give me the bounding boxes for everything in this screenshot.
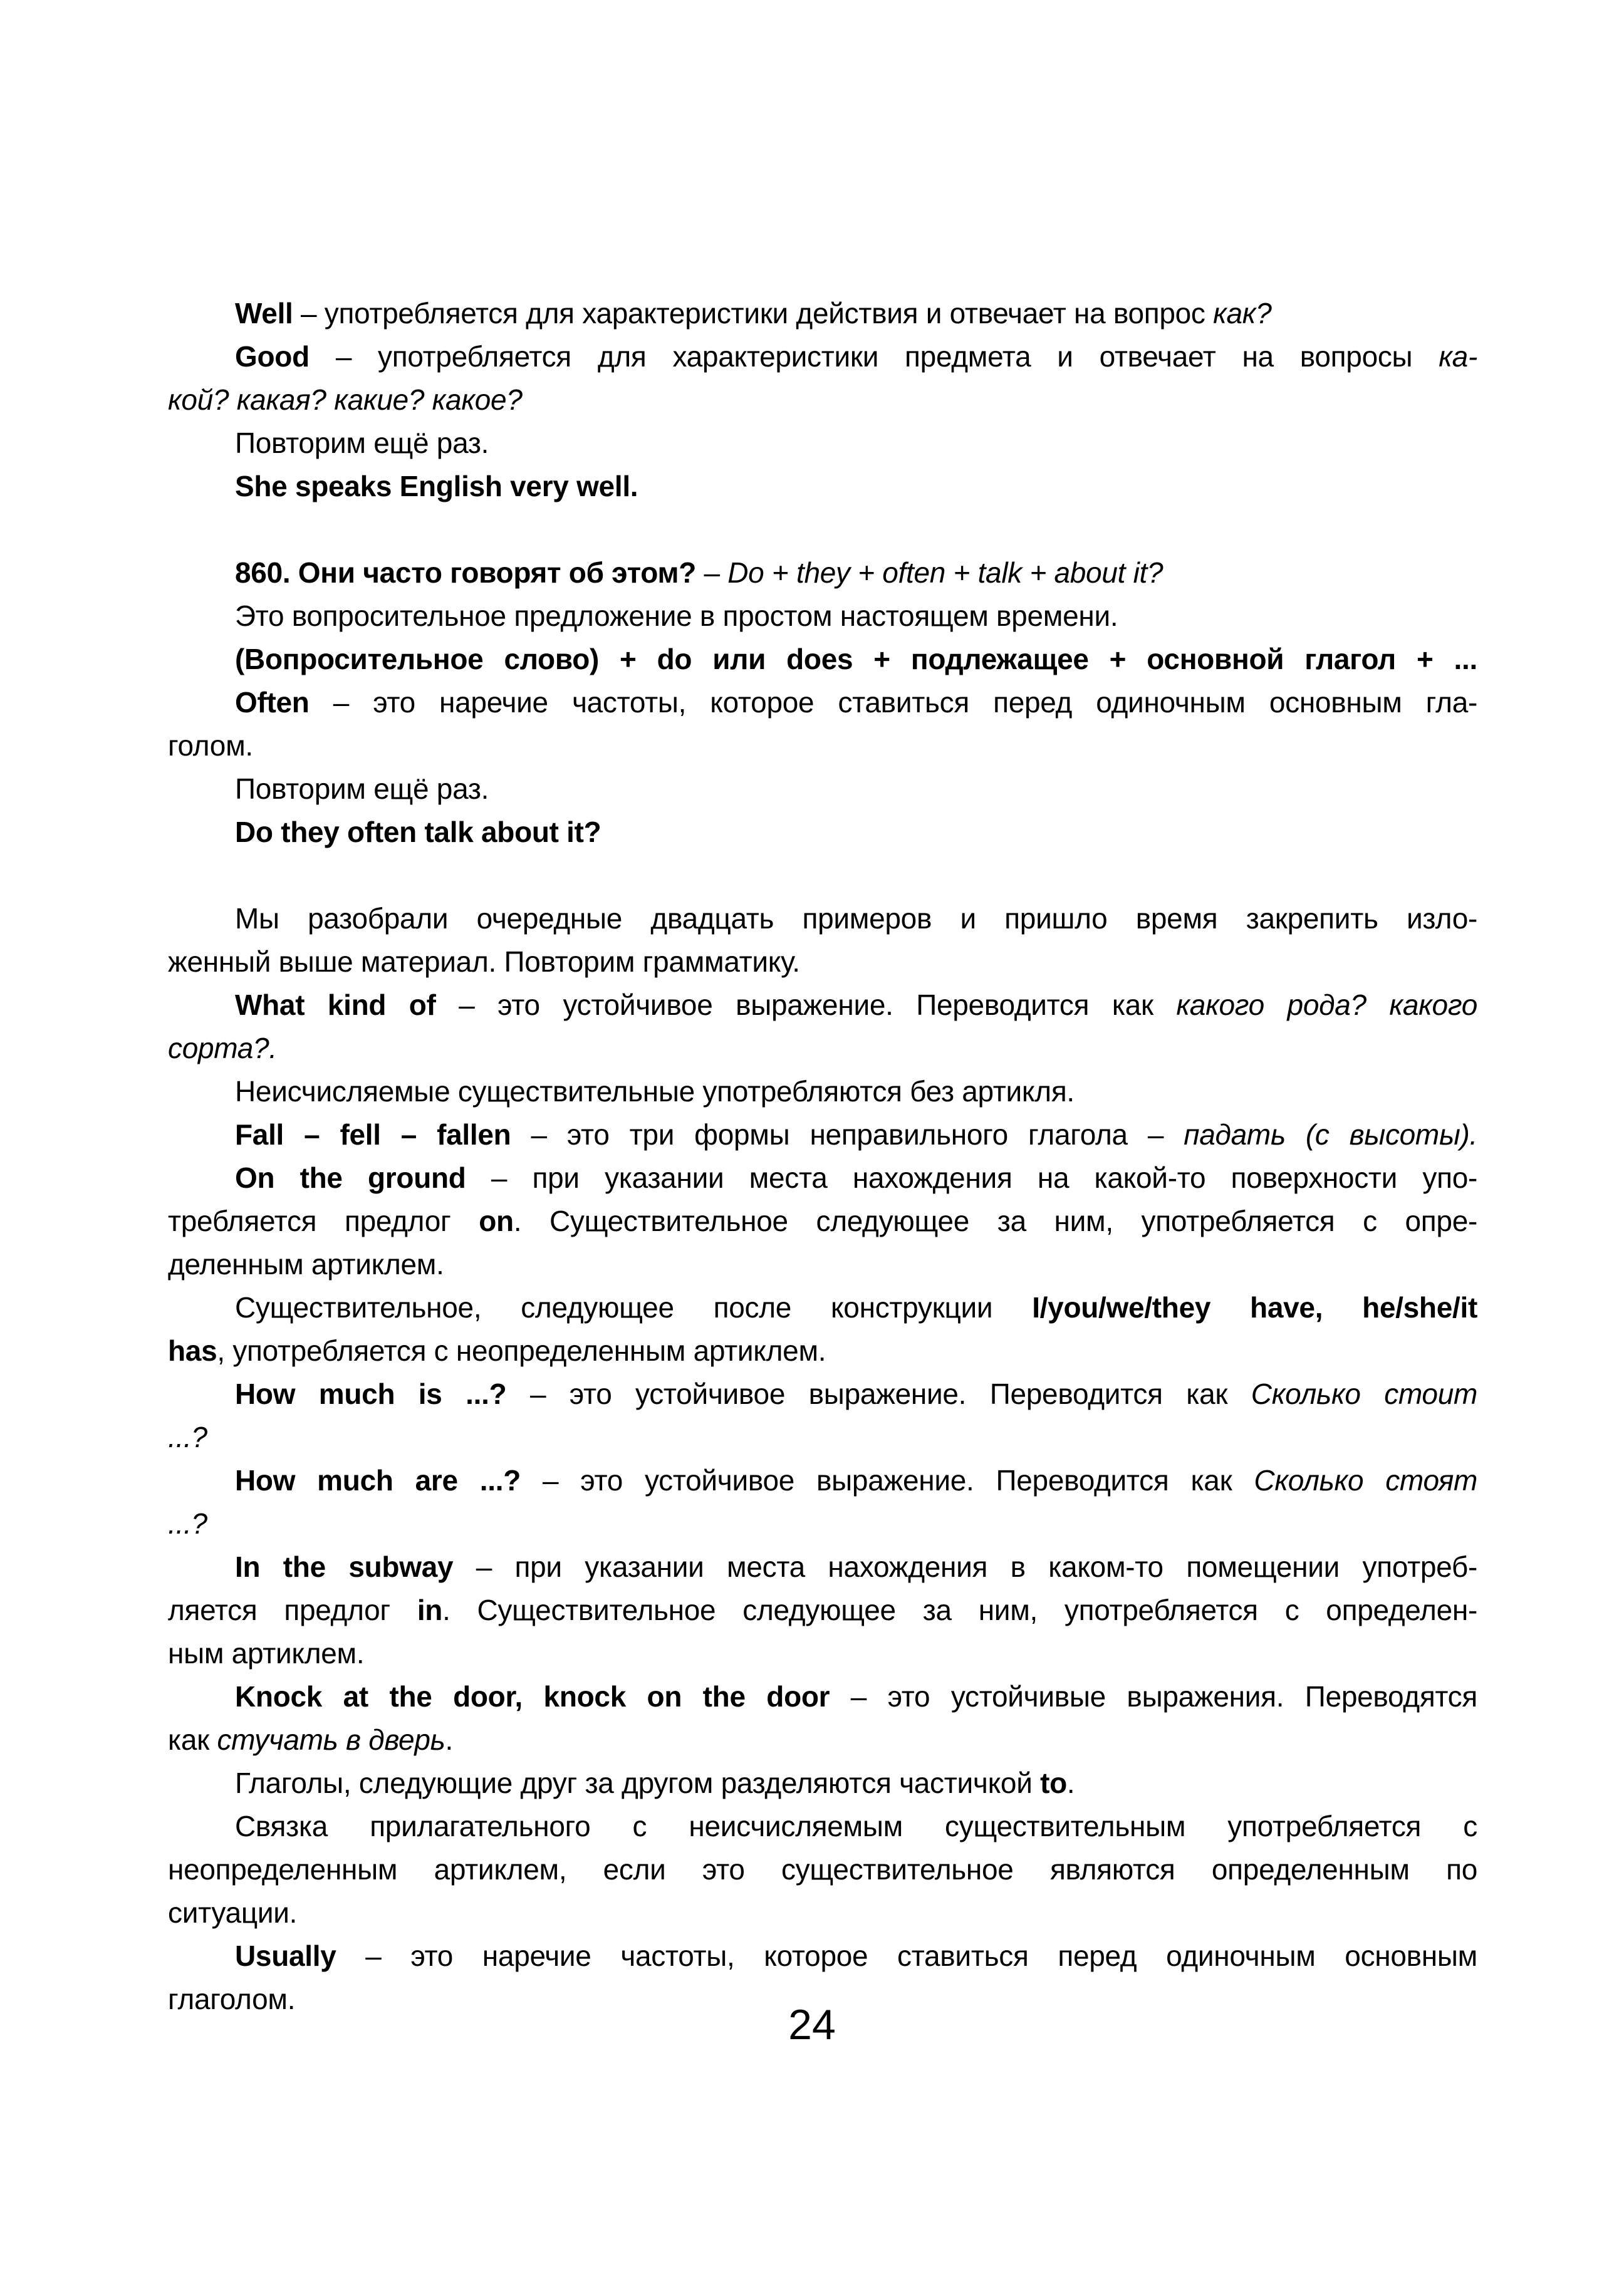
text-line <box>168 1459 1477 1502</box>
italic-text-segment: ка- <box>1439 340 1477 373</box>
paragraph <box>168 422 1477 465</box>
italic-text-segment: какого рода? какого <box>1176 989 1477 1021</box>
bold-text-segment: I/you/we/they have, he/she/it <box>1032 1291 1477 1324</box>
text-line <box>168 1762 1477 1805</box>
paragraph <box>168 1459 1477 1545</box>
text-segment: – <box>696 556 728 589</box>
bold-text-segment: In the subway <box>235 1551 454 1583</box>
bold-text-segment: Usually <box>235 1940 336 1972</box>
paragraph <box>168 1373 1477 1459</box>
bold-text-segment: Good <box>235 340 310 373</box>
paragraph <box>168 638 1477 681</box>
text-segment: – употребляется для характеристики предмета и отвечает на вопросы <box>309 340 1439 373</box>
text-segment: женный выше материал. Повторим грамматику. <box>168 945 800 978</box>
paragraph <box>168 1805 1477 1935</box>
text-line <box>168 292 1477 335</box>
paragraph <box>168 551 1477 595</box>
text-line <box>168 1329 1477 1373</box>
bold-text-segment: (Вопросительное слово) + do или does + подлежащее + основной глагол + ... <box>235 643 1477 675</box>
text-line <box>168 1848 1477 1891</box>
bold-text-segment: She speaks English very well. <box>235 470 638 502</box>
text-segment: как <box>168 1723 217 1756</box>
text-line <box>168 1070 1477 1113</box>
bold-text-segment: Knock at the door, knock on the door <box>235 1680 830 1713</box>
text-line <box>168 1243 1477 1286</box>
bold-text-segment: Well <box>235 297 293 330</box>
text-segment: – это наречие частоты, которое ставиться перед одиночным основным <box>336 1940 1477 1972</box>
bold-text-segment: on <box>479 1205 514 1237</box>
text-segment: Глаголы, следующие друг за другом разделяются частичкой <box>235 1767 1041 1799</box>
text-line <box>168 1632 1477 1675</box>
paragraph <box>168 767 1477 811</box>
bold-text-segment: Fall – fell – fallen <box>235 1118 511 1151</box>
bold-text-segment: has <box>168 1334 217 1367</box>
text-segment: – это устойчивое выражение. Переводится как <box>435 989 1177 1021</box>
bold-text-segment: 860. Они часто говорят об этом? <box>235 556 696 589</box>
text-segment: неопределенным артиклем, если это существительное являются определенным по <box>168 1853 1477 1886</box>
bold-text-segment: On the ground <box>235 1161 466 1194</box>
text-segment: . Существительное следующее за ним, употребляется с определен- <box>442 1594 1477 1626</box>
bold-text-segment: Often <box>235 686 310 719</box>
text-line <box>168 1675 1477 1718</box>
italic-text-segment: сорта?. <box>168 1032 277 1064</box>
paragraph <box>168 1675 1477 1762</box>
text-line <box>168 378 1477 422</box>
paragraph <box>168 984 1477 1070</box>
text-segment: – при указании места нахождения на какой-то поверхности упо- <box>466 1161 1477 1194</box>
text-segment: Повторим ещё раз. <box>235 427 489 459</box>
text-line <box>168 465 1477 508</box>
italic-text-segment: падать (с высоты). <box>1184 1118 1477 1151</box>
italic-text-segment: ...? <box>168 1421 207 1453</box>
text-line <box>168 1718 1477 1762</box>
text-line <box>168 1027 1477 1070</box>
text-segment: – это устойчивое выражение. Переводится как <box>506 1378 1251 1410</box>
text-line <box>168 940 1477 984</box>
bold-text-segment: What kind of <box>235 989 436 1021</box>
text-line <box>168 1545 1477 1589</box>
paragraph <box>168 1070 1477 1113</box>
text-line <box>168 1156 1477 1200</box>
text-segment: ситуации. <box>168 1896 298 1929</box>
bold-text-segment: to <box>1040 1767 1067 1799</box>
paragraph <box>168 595 1477 638</box>
text-line <box>168 1805 1477 1848</box>
text-segment: Это вопросительное предложение в простом настоящем времени. <box>235 600 1118 632</box>
text-line <box>168 1891 1477 1935</box>
text-segment: голом. <box>168 729 253 762</box>
text-segment: деленным артиклем. <box>168 1248 444 1280</box>
text-segment: – это наречие частоты, которое ставиться перед одиночным основным гла- <box>309 686 1477 719</box>
text-segment: Связка прилагательного с неисчисляемым существительным употребляется с <box>235 1810 1477 1842</box>
text-segment: – употребляется для характеристики действия и отвечает на вопрос <box>293 297 1214 330</box>
text-line <box>168 767 1477 811</box>
paragraph <box>168 1762 1477 1805</box>
text-line <box>168 1373 1477 1416</box>
page-number: 24 <box>788 2001 836 2049</box>
text-line <box>168 724 1477 767</box>
text-segment: – это устойчивое выражение. Переводится как <box>521 1464 1254 1497</box>
paragraph <box>168 897 1477 984</box>
text-line <box>168 638 1477 681</box>
bold-text-segment: How much are ...? <box>235 1464 521 1497</box>
text-segment: Неисчисляемые существительные употребляются без артикля. <box>235 1075 1075 1108</box>
text-segment: – это устойчивые выражения. Переводятся <box>830 1680 1477 1713</box>
paragraph <box>168 335 1477 422</box>
text-segment: Мы разобрали очередные двадцать примеров и пришло время закрепить изло- <box>235 902 1477 935</box>
text-line <box>168 1113 1477 1156</box>
text-segment: Существительное, следующее после конструкции <box>235 1291 1033 1324</box>
italic-text-segment: ...? <box>168 1507 207 1540</box>
paragraph <box>168 1286 1477 1373</box>
text-line <box>168 1416 1477 1459</box>
paragraph <box>168 811 1477 854</box>
paragraph <box>168 1545 1477 1675</box>
text-line <box>168 1502 1477 1545</box>
bold-text-segment: Do they often talk about it? <box>235 816 601 848</box>
text-line <box>168 1589 1477 1632</box>
bold-text-segment: How much is ...? <box>235 1378 507 1410</box>
text-segment: . Существительное следующее за ним, употребляется с опре- <box>513 1205 1477 1237</box>
italic-text-segment: Сколько стоят <box>1254 1464 1478 1497</box>
text-line <box>168 595 1477 638</box>
text-segment: , употребляется с неопределенным артиклем. <box>217 1334 826 1367</box>
text-segment: ляется предлог <box>168 1594 417 1626</box>
paragraph <box>168 292 1477 335</box>
italic-text-segment: как? <box>1213 297 1272 330</box>
italic-text-segment: кой? какая? какие? какое? <box>168 383 523 416</box>
text-line <box>168 551 1477 595</box>
text-segment: Повторим ещё раз. <box>235 772 489 805</box>
text-segment: . <box>445 1723 453 1756</box>
text-line <box>168 422 1477 465</box>
text-line <box>168 681 1477 724</box>
paragraph <box>168 465 1477 508</box>
text-line <box>168 897 1477 940</box>
text-line <box>168 335 1477 378</box>
italic-text-segment: Do + they + often + talk + about it? <box>727 556 1163 589</box>
bold-text-segment: in <box>417 1594 443 1626</box>
paragraph <box>168 1113 1477 1156</box>
text-segment: требляется предлог <box>168 1205 479 1237</box>
italic-text-segment: стучать в дверь <box>217 1723 445 1756</box>
text-segment: – это три формы неправильного глагола – <box>511 1118 1184 1151</box>
text-line <box>168 984 1477 1027</box>
text-block <box>168 292 1477 2021</box>
text-segment: ным артиклем. <box>168 1637 365 1670</box>
text-line <box>168 1200 1477 1243</box>
text-segment: – при указании места нахождения в каком-то помещении употреб- <box>453 1551 1477 1583</box>
italic-text-segment: Сколько стоит <box>1251 1378 1477 1410</box>
text-line <box>168 1935 1477 1978</box>
text-line <box>168 1286 1477 1329</box>
paragraph <box>168 1156 1477 1286</box>
text-line <box>168 811 1477 854</box>
paragraph <box>168 681 1477 767</box>
text-segment: глаголом. <box>168 1983 296 2015</box>
text-segment: . <box>1066 1767 1075 1799</box>
